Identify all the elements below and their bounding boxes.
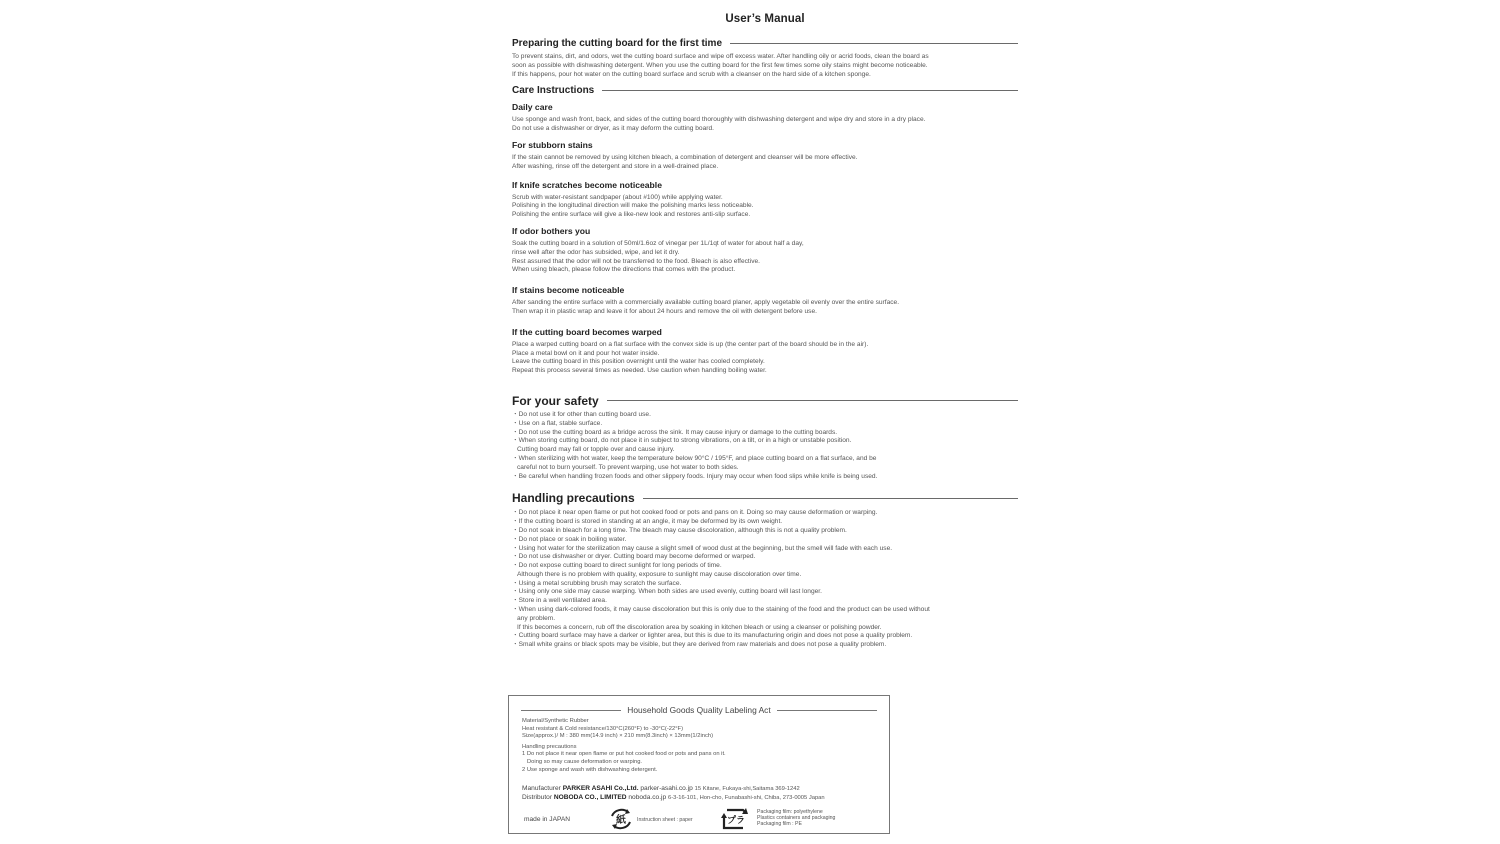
text-line: Then wrap it in plastic wrap and leave it for about 24 hours and remove the oil with detergent before use. — [512, 307, 817, 315]
spec-line: Heat resistant & Cold resistance/130°C(260°F) to -30°C(-22°F) — [522, 725, 684, 732]
heading-text: For your safety — [512, 393, 599, 408]
preparing-text — [512, 53, 1018, 79]
maker-info — [522, 785, 825, 802]
manual-page — [512, 0, 1018, 650]
label-footer — [522, 806, 882, 832]
list-item: ・Do not use the cutting board as a bridge across the sink. It may cause injury or damage to the cutting boards. — [512, 428, 838, 436]
document-title: User’s Manual — [725, 13, 805, 25]
distributor-name: NOBODA CO., LIMITED — [553, 793, 627, 801]
warped-text — [512, 341, 1018, 376]
label-handling-line: 1 Do not place it near open flame or put hot cooked food or pots and pans on it. — [522, 751, 726, 758]
text-line: If the stain cannot be removed by using kitchen bleach, a combination of detergent and cleanser will be more effective. — [512, 153, 858, 161]
plastic-recycle-icon — [721, 807, 749, 831]
text-line: Soak the cutting board in a solution of 50ml/1.6oz of vinegar per 1L/1qt of water for about half a day, — [512, 239, 804, 247]
text-line: Repeat this process several times as needed. Use caution when handling boiling water. — [512, 367, 767, 375]
heading-text: Preparing the cutting board for the first time — [512, 38, 723, 49]
plastic-text — [757, 809, 835, 828]
text-line: Place a warped cutting board on a flat surface with the convex side is up (the center part of the board should be in the air). — [512, 340, 869, 348]
list-item: any problem. — [517, 614, 556, 622]
list-item: ・Do not use it for other than cutting board use. — [512, 410, 651, 418]
safety-list — [512, 411, 1018, 481]
heading-rule — [521, 710, 621, 711]
text-line: When using bleach, please follow the directions that comes with the product. — [512, 266, 736, 274]
distributor-label: Distributor — [522, 793, 553, 801]
list-item: ・Using hot water for the sterilization may cause a slight smell of wood dust at the beginning, but the smell will fade with each use. — [512, 544, 893, 552]
spec-line: Material/Synthetic Rubber — [522, 718, 589, 724]
text-line: Scrub with water-resistant sandpaper (about #100) while applying water. — [512, 193, 723, 201]
text-line: rinse well after the odor has subsided, wipe, and let it dry. — [512, 248, 680, 256]
text-line: After sanding the entire surface with a commercially available cutting board planer, apply vegetable oil evenly over the entire surface. — [512, 299, 900, 307]
list-item: ・If the cutting board is stored in standing at an angle, it may be deformed by its own weight. — [512, 518, 783, 526]
plastic-line: Packaging film: polyethylene — [757, 809, 823, 815]
stubborn-stains-text — [512, 154, 1018, 172]
list-item: ・Do not soak in bleach for a long time. The bleach may cause discoloration, although this is not a quality problem. — [512, 526, 847, 534]
heading-rule — [777, 710, 877, 711]
plastic-glyph: プラ — [726, 816, 746, 826]
list-item: ・Do not expose cutting board to direct sunlight for long periods of time. — [512, 562, 722, 570]
label-handling-line: 2 Use sponge and wash with dishwashing detergent. — [522, 766, 658, 773]
subheading-stubborn-stains: For stubborn stains — [512, 139, 593, 150]
text-line: Place a metal bowl on it and pour hot water inside. — [512, 349, 660, 357]
text-line: After washing, rinse off the detergent and store in a well-drained place. — [512, 162, 719, 170]
manufacturer-site: parker-asahi.co.jp — [640, 785, 693, 792]
label-heading — [521, 705, 877, 715]
heading-rule — [730, 43, 1018, 44]
subheading-odor: If odor bothers you — [512, 225, 591, 236]
list-item: ・Do not place or soak in boiling water. — [512, 535, 627, 543]
quality-label-box — [508, 695, 890, 834]
odor-text — [512, 240, 1018, 275]
origin-text: made in JAPAN — [524, 816, 571, 823]
label-heading-text: Household Goods Quality Labeling Act — [627, 705, 771, 715]
subheading-knife-scratches: If knife scratches become noticeable — [512, 179, 662, 190]
list-item: ・Store in a well ventilated area. — [512, 597, 607, 605]
list-item: If this becomes a concern, rub off the discoloration area by soaking in kitchen bleach or using a cleanser or polishing powder. — [517, 623, 882, 631]
subheading-daily-care: Daily care — [512, 102, 553, 113]
list-item: ・When sterilizing with hot water, keep the temperature below 90°C / 195°F, and place cutting board on a flat surface, and be — [512, 454, 877, 462]
stains-noticeable-text — [512, 299, 1018, 317]
list-item: ・Do not place it near open flame or put hot cooked food or pots and pans on it. Doing so may cause deformation or warping. — [512, 509, 878, 517]
section-heading-care — [512, 85, 1018, 96]
text-line: Rest assured that the odor will not be transferred to the food. Bleach is also effective. — [512, 257, 761, 265]
heading-rule — [607, 400, 1018, 401]
spec-line: Size(approx.)/ M : 380 mm(14.9 inch) × 210 mm(8.3inch) × 13mm(1/2inch) — [522, 733, 714, 740]
list-item: ・Do not use dishwasher or dryer. Cutting board may become deformed or warped. — [512, 553, 756, 561]
text-line: soon as possible with dishwashing detergent. When you use the cutting board for the first few times some oily stains might become noticeable. — [512, 61, 928, 69]
paper-text: Instruction sheet : paper — [637, 817, 693, 823]
subheading-stains-noticeable: If stains become noticeable — [512, 285, 625, 296]
manufacturer-address: 15 Kitane, Fukaya-shi,Saitama 369-1242 — [694, 786, 800, 792]
paper-recycle-icon — [608, 808, 634, 830]
paper-glyph: 紙 — [616, 815, 626, 826]
text-line: Do not use a dishwasher or dryer, as it may deform the cutting board. — [512, 125, 714, 133]
label-specs — [522, 718, 726, 774]
list-item: ・Using a metal scrubbing brush may scratch the surface. — [512, 579, 682, 587]
text-line: Polishing in the longitudinal direction will make the polishing marks less noticeable. — [512, 202, 754, 210]
daily-care-text — [512, 116, 1018, 134]
heading-rule — [643, 498, 1018, 499]
text-line: If this happens, pour hot water on the cutting board surface and scrub with a cleanser on the hard side of a kitchen sponge. — [512, 70, 871, 78]
text-line: Use sponge and wash front, back, and sides of the cutting board thoroughly with dishwashing detergent and wipe dry and store in a dry place. — [512, 116, 926, 124]
list-item: ・Use on a flat, stable surface. — [512, 419, 603, 427]
heading-text: Care Instructions — [512, 85, 595, 97]
section-heading-handling — [512, 491, 1018, 505]
list-item: ・Small white grains or black spots may be visible, but they are derived from raw materials and does not pose a quality problem. — [512, 641, 887, 649]
distributor-address: 6-3-16-101, Hon-cho, Funabashi-shi, Chiba, 273-0005 Japan — [668, 794, 825, 801]
distributor-line — [522, 794, 825, 803]
list-item: Although there is no problem with quality, exposure to sunlight may cause discoloration over time. — [517, 570, 802, 578]
manufacturer-label: Manufacturer — [522, 785, 561, 792]
text-line: To prevent stains, dirt, and odors, wet the cutting board surface and wipe off excess water. After handling oily or acrid foods, clean the board as — [512, 53, 929, 60]
manufacturer-line — [522, 785, 825, 794]
list-item: ・Be careful when handling frozen foods and other slippery foods. Injury may occur when food slips while knife is being used. — [512, 472, 878, 480]
handling-list — [512, 509, 1018, 650]
heading-text: Handling precautions — [512, 491, 635, 506]
section-heading-safety — [512, 394, 1018, 408]
list-item: ・Using only one side may cause warping. When both sides are used evenly, cutting board will last longer. — [512, 588, 822, 596]
list-item: Cutting board may fall or topple over and cause injury. — [517, 446, 675, 454]
text-line: Polishing the entire surface will give a like-new look and restores anti-slip surface. — [512, 211, 751, 219]
manufacturer-name: PARKER ASAHI Co.,Ltd. — [562, 785, 639, 792]
plastic-line: Plastics containers and packaging — [757, 815, 836, 822]
section-heading-preparing — [512, 38, 1018, 49]
subheading-warped: If the cutting board becomes warped — [512, 326, 662, 337]
label-handling-title: Handling precautions — [522, 743, 577, 750]
label-handling-line: Doing so may cause deformation or warping. — [527, 758, 643, 765]
list-item: ・When using dark-colored foods, it may cause discoloration but this is only due to the staining of the food and the product can be used without — [512, 606, 930, 614]
list-item: ・When storing cutting board, do not place it in subject to strong vibrations, on a tilt, or in a high or unstable position. — [512, 437, 852, 445]
heading-rule — [602, 90, 1018, 91]
list-item: ・Cutting board surface may have a darker or lighter area, but this is due to its manufacturing origin and does not pose a quality problem. — [512, 632, 913, 640]
text-line: Leave the cutting board in this position overnight until the water has cooled completely. — [512, 358, 765, 366]
plastic-line: Packaging film : PE — [757, 821, 802, 828]
knife-scratches-text — [512, 194, 1018, 220]
distributor-site: noboda.co.jp — [628, 793, 667, 801]
list-item: careful not to burn yourself. To prevent warping, use hot water to both sides. — [517, 463, 739, 471]
